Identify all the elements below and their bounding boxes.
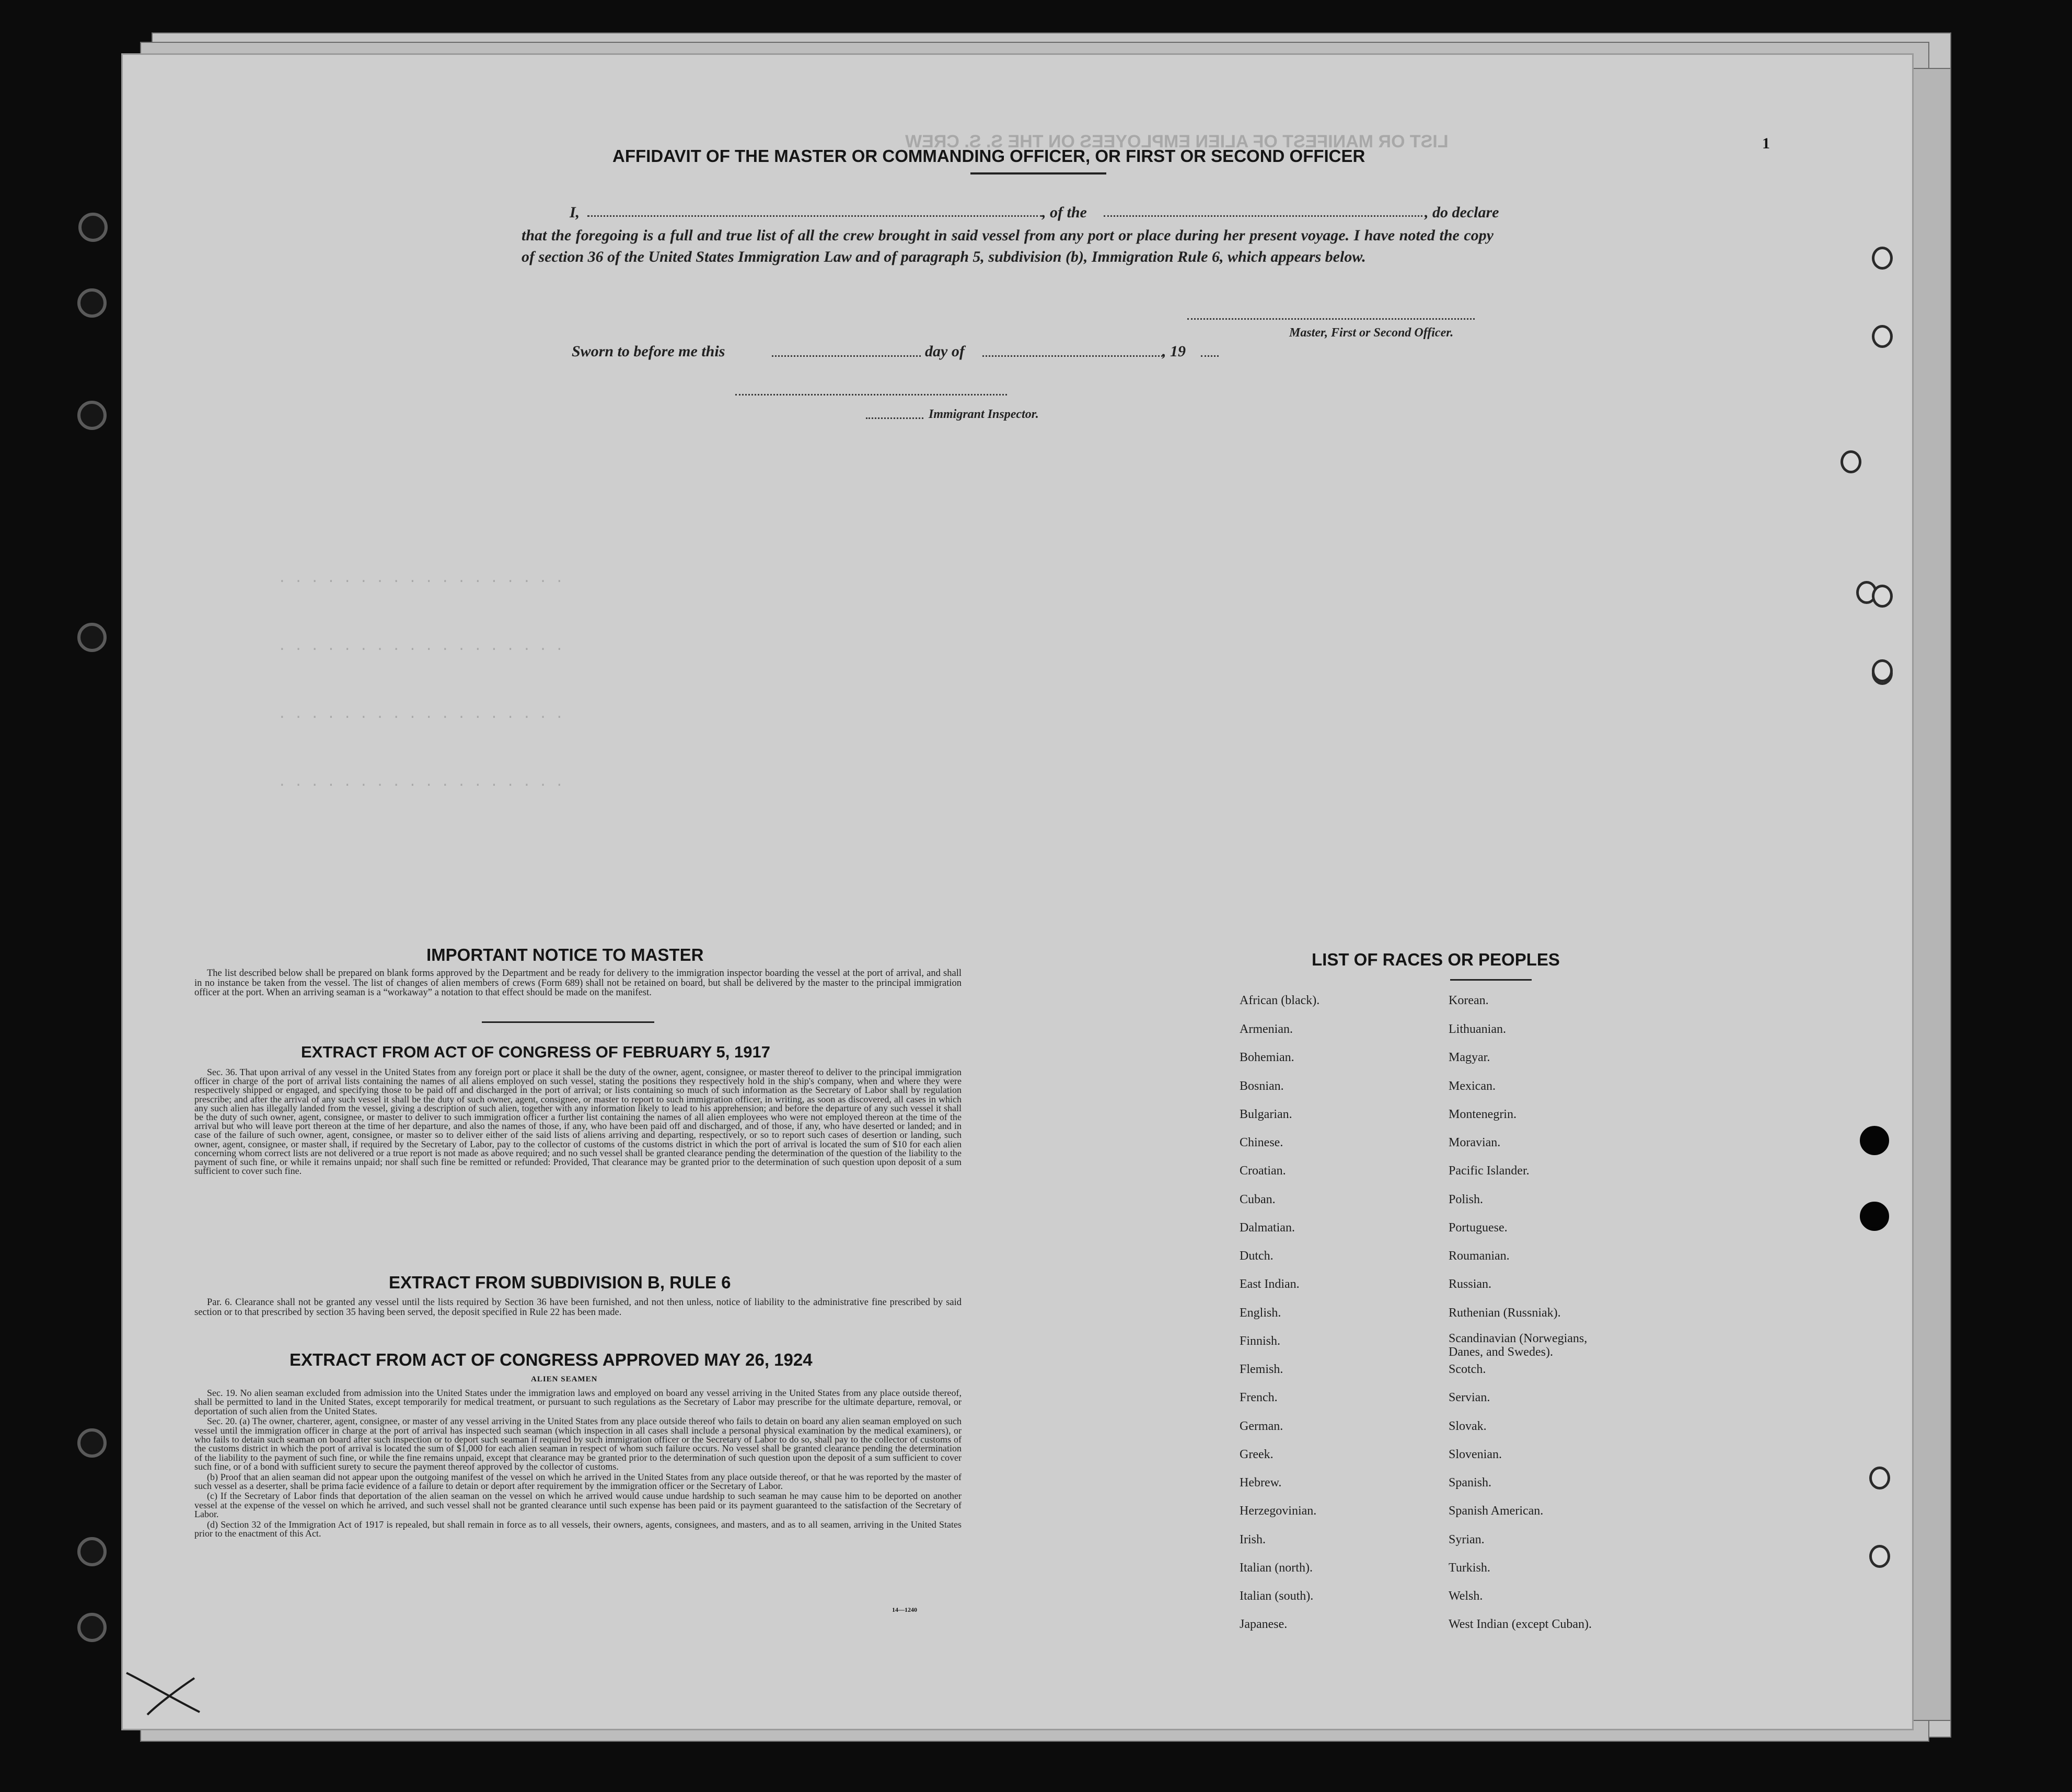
binder-hole <box>77 623 107 652</box>
sworn-month-field[interactable] <box>982 355 1163 357</box>
pencil-mark <box>116 1662 221 1720</box>
bleed-through-text: . . . . . . . . . . . . . . . . . . <box>278 571 564 586</box>
race-item: Korean. <box>1449 994 1489 1007</box>
race-item: African (black). <box>1240 994 1320 1007</box>
affidavit-title: AFFIDAVIT OF THE MASTER OR COMMANDING OFFICER, OR FIRST OR SECOND OFFICER <box>612 146 1365 166</box>
declarant-name-field[interactable] <box>587 215 1042 217</box>
bleed-through-text: . . . . . . . . . . . . . . . . . . <box>278 638 564 654</box>
race-item: Dutch. <box>1240 1249 1274 1263</box>
punch-ring <box>1872 325 1893 348</box>
race-item: Italian (north). <box>1240 1561 1313 1575</box>
race-item: East Indian. <box>1240 1277 1300 1291</box>
inspector-signature-line[interactable] <box>735 394 1007 395</box>
rule-6-paragraph: Par. 6. Clearance shall not be granted any vessel until the lists required by Section 36 have been furnished, and not then unless, notice of liability to the administrative fine prescribed by said section or to that prescribed by section 35 having been served, the deposit specified in Rule 22 has been made. <box>194 1297 962 1318</box>
race-item: German. <box>1240 1419 1283 1433</box>
sworn-prefix: Sworn to before me this <box>572 343 725 360</box>
binder-hole <box>1860 1202 1889 1231</box>
races-rule <box>1450 979 1532 981</box>
race-item: Mexican. <box>1449 1079 1496 1093</box>
race-item: Ruthenian (Russniak). <box>1449 1306 1561 1320</box>
officer-signature-label: Master, First or Second Officer. <box>1289 326 1454 340</box>
race-item: Spanish American. <box>1449 1504 1544 1518</box>
race-item: Japanese. <box>1240 1618 1288 1631</box>
form-number: 14—1240 <box>892 1606 917 1613</box>
race-item: Scandinavian (Norwegians, Danes, and Swedes). <box>1449 1332 1588 1359</box>
binder-hole <box>77 288 107 318</box>
title-rule <box>970 172 1106 174</box>
race-item: Welsh. <box>1449 1589 1483 1603</box>
sworn-year-field[interactable] <box>1201 355 1219 357</box>
notice-text <box>194 969 962 999</box>
notice-paragraph: The list described below shall be prepared on blank forms approved by the Department and be ready for delivery to the immigration inspector boarding the vessel at the port of arrival, and shall in no instance be taken from the vessel. The list of changes of alien members of crews (Form 689) shall not be retained on board, but shall be delivered by the master to the principal immigration officer at the port. When an arriving seaman is a “workaway” a notation to that effect should be made on the manifest. <box>194 968 962 998</box>
binder-hole <box>77 1613 107 1642</box>
race-item: Moravian. <box>1449 1136 1501 1149</box>
race-item: Armenian. <box>1240 1022 1293 1036</box>
sec-20a-paragraph: Sec. 20. (a) The owner, charterer, agent, consignee, or master of any vessel arriving in the United States from any place outside thereof who fails to detain on board any alien seaman employed on such vessel until the immigration officer in charge at the port of arrival has inspected such seaman (which inspection in all cases shall include a personal physical examination by the medical examiners), or who fails to detain such seaman on board after such inspection or to deport such seaman if required by such immigration officer or the Secretary of Labor to do so, shall pay to the collector of customs of the customs district in which the port of arrival is located the sum of $1,000 for each alien seaman in respect of whom such failure occurs. No vessel shall be granted clearance pending the determination of the liability to the payment of such fine, or while the fine remains unpaid, except that clearance may be granted prior to the determination of such question upon the deposit of a sum sufficient to cover such fine, or of a bond with sufficient surety to secure the payment thereof approved by the collector of customs. <box>194 1416 962 1472</box>
race-item: Bohemian. <box>1240 1051 1294 1064</box>
race-item: Croatian. <box>1240 1164 1286 1178</box>
sworn-day-field[interactable] <box>772 355 921 357</box>
binder-hole <box>1860 1126 1889 1155</box>
sec-19-paragraph: Sec. 19. No alien seaman excluded from admission into the United States under the immigration laws and employed on board any vessel arriving in the United States from any place outside thereof, shall be permitted to land in the United States, except temporarily for medical treatment, or pursuant to such regulations as the Secretary of Labor may prescribe for the ultimate departure, removal, or deportation of such alien from the United States. <box>194 1388 962 1416</box>
extract-1917-text <box>194 1068 962 1177</box>
race-item: Syrian. <box>1449 1533 1485 1546</box>
race-item: Servian. <box>1449 1391 1490 1404</box>
sec-20d-paragraph: (d) Section 32 of the Immigration Act of 1917 is repealed, but shall remain in force as to all vessels, their owners, agents, consignees, and masters, and as to all seamen, arriving in the United States prior to the enactment of this Act. <box>194 1519 962 1539</box>
race-item: Finnish. <box>1240 1334 1281 1348</box>
sec-20b-paragraph: (b) Proof that an alien seaman did not appear upon the outgoing manifest of the vessel on which he arrived in the United States from any place outside thereof, or that he was reported by the master of such vessel as a deserter, shall be prima facie evidence of a failure to detain or deport after requirement by the immigration officer or the Secretary of Labor. <box>194 1471 962 1492</box>
inspector-signature-line-2[interactable] <box>866 417 923 419</box>
document-page <box>121 53 1914 1730</box>
race-item: Spanish. <box>1449 1476 1492 1490</box>
race-item: Montenegrin. <box>1449 1108 1517 1121</box>
race-item: Roumanian. <box>1449 1249 1510 1263</box>
page-number: 1 <box>1762 135 1770 152</box>
bleed-through-text: . . . . . . . . . . . . . . . . . . <box>278 706 564 722</box>
race-item: Flemish. <box>1240 1363 1283 1376</box>
binder-hole <box>77 401 107 430</box>
race-item: French. <box>1240 1391 1278 1404</box>
section-36-paragraph: Sec. 36. That upon arrival of any vessel in the United States from any foreign port or place it shall be the duty of the owner, agent, consignee, or master thereof to deliver to the principal immigration officer in charge of the port of arrival lists containing the names of all aliens employed on such vessel, stating the positions they respectively hold in the ship's company, when and where they were respectively shipped or engaged, and specifying those to be paid off and discharged in the port of arrival; or lists containing so much of such information as the Secretary of Labor shall by regulation prescribe; and after the arrival of any such vessel it shall be the duty of such owner, agent, consignee, or master to report to such immigration officer, in writing, as soon as discovered, all cases in which any such alien has illegally landed from the vessel, giving a description of such alien, together with any information likely to lead to his apprehension; and before the departure of any such vessel it shall be the duty of such owner, agent, consignee, or master to deliver to such immigration officer a further list containing the names of all alien employees who were not employed thereon at the time of the arrival but who will leave port thereon at the time of her departure, and also the names of those, if any, who have been paid off and discharged, and of those, if any, who have deserted or landed; and in case of the failure of such owner, agent, consignee, or master so to deliver either of the said lists of aliens arriving and departing, respectively, or so to report such cases of desertion or landing, such owner, agent, consignee, or master shall, if required by the Secretary of Labor, pay to the collector of customs of the customs district in which the port of arrival is located the sum of $10 for each alien concerning whom correct lists are not delivered or a true report is not made as above required; and no such vessel shall be granted clearance pending the determination of the question of the liability to the payment of such fine, or while it remains unpaid; nor shall such fine be remitted or refunded: Provided, That clearance may be granted prior to the determination of such question upon deposit of a sum sufficient to cover such fine. <box>194 1067 962 1177</box>
race-item: Russian. <box>1449 1277 1492 1291</box>
inspector-label: Immigrant Inspector. <box>929 408 1039 421</box>
extract-rule6-text <box>194 1298 962 1318</box>
race-item: Irish. <box>1240 1533 1266 1546</box>
alien-seamen-subtitle: ALIEN SEAMEN <box>531 1375 598 1383</box>
race-item: Pacific Islander. <box>1449 1164 1530 1178</box>
race-item: West Indian (except Cuban). <box>1449 1618 1592 1631</box>
affidavit-body: that the foregoing is a full and true list of all the crew brought in said vessel from any port or place during her present voyage. I have noted the copy of section 36 of the United States Immigration Law and of paragraph 5, subdivision (b), Immigration Rule 6, which appears below. <box>522 227 1494 265</box>
declarant-prefix: I, <box>570 204 580 221</box>
vessel-prefix: , of the <box>1042 204 1087 221</box>
race-item: Hebrew. <box>1240 1476 1282 1490</box>
race-item: Magyar. <box>1449 1051 1490 1064</box>
punch-ring <box>1872 659 1893 682</box>
sec-20c-paragraph: (c) If the Secretary of Labor finds that deportation of the alien seaman on the vessel on which he arrived would cause undue hardship to such seaman he may cause him to be deported on another vessel at the expense of the vessel on which he arrived, and such vessel shall not be granted clearance until such expense has been paid or its payment guaranteed to the satisfaction of the Secretary of Labor. <box>194 1491 962 1520</box>
race-item: Cuban. <box>1240 1193 1276 1206</box>
punch-ring <box>1869 1545 1890 1568</box>
race-item: Chinese. <box>1240 1136 1283 1149</box>
race-item: Polish. <box>1449 1193 1484 1206</box>
race-item: Portuguese. <box>1449 1221 1508 1235</box>
race-item: Greek. <box>1240 1448 1274 1461</box>
bleed-through-text: LIST OR MANIFEST OF ALIEN EMPLOYEES ON THE S. S. CREW <box>905 132 1449 152</box>
race-item: Italian (south). <box>1240 1589 1314 1603</box>
binder-hole <box>78 213 108 242</box>
binder-hole <box>77 1428 107 1458</box>
notice-rule <box>482 1021 654 1023</box>
sworn-day-of: day of <box>925 343 965 360</box>
punch-ring <box>1872 585 1893 608</box>
race-item: Scotch. <box>1449 1363 1486 1376</box>
extract-1924-title: EXTRACT FROM ACT OF CONGRESS APPROVED MAY 26, 1924 <box>290 1350 813 1369</box>
race-item: Dalmatian. <box>1240 1221 1295 1235</box>
race-item: Herzegovinian. <box>1240 1504 1317 1518</box>
punch-ring <box>1872 247 1893 270</box>
extract-1924-text <box>194 1389 962 1540</box>
race-item: Turkish. <box>1449 1561 1490 1575</box>
races-title: LIST OF RACES OR PEOPLES <box>1312 950 1560 969</box>
bleed-through-text: . . . . . . . . . . . . . . . . . . <box>278 774 564 790</box>
punch-ring <box>1869 1467 1890 1490</box>
race-item: Slovak. <box>1449 1419 1487 1433</box>
race-item: Bosnian. <box>1240 1079 1284 1093</box>
sworn-year-prefix: , 19 <box>1162 343 1186 360</box>
race-item: English. <box>1240 1306 1281 1320</box>
punch-ring <box>1841 450 1861 473</box>
declare-suffix: , do declare <box>1425 204 1499 221</box>
race-item: Slovenian. <box>1449 1448 1502 1461</box>
notice-title: IMPORTANT NOTICE TO MASTER <box>426 945 704 964</box>
race-item: Bulgarian. <box>1240 1108 1292 1121</box>
extract-1917-title: EXTRACT FROM ACT OF CONGRESS OF FEBRUARY 5, 1917 <box>301 1043 770 1061</box>
vessel-name-field[interactable] <box>1104 215 1422 217</box>
officer-signature-line[interactable] <box>1187 318 1475 320</box>
extract-rule6-title: EXTRACT FROM SUBDIVISION B, RULE 6 <box>389 1273 731 1292</box>
binder-hole <box>77 1537 107 1566</box>
race-item: Lithuanian. <box>1449 1022 1506 1036</box>
